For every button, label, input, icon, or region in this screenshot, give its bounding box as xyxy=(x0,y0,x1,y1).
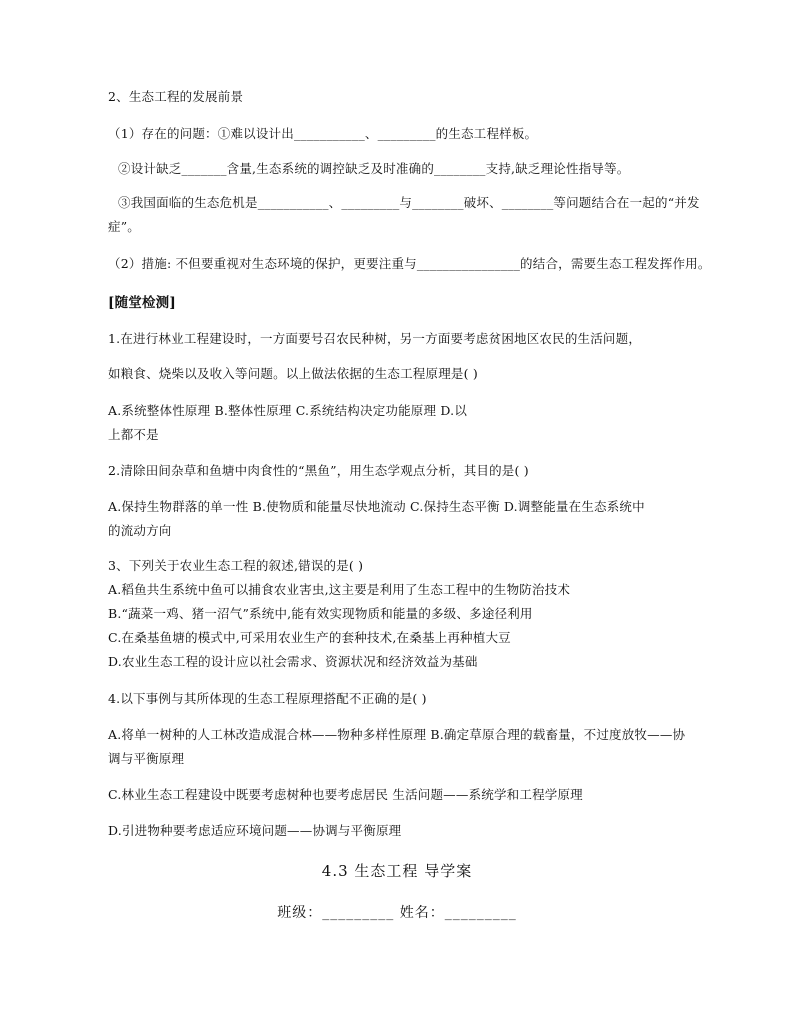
quiz-q4-options-line2: 调与平衡原理 xyxy=(108,751,185,766)
quiz-q3-option-d: D.农业生态工程的设计应以社会需求、资源状况和经济效益为基础 xyxy=(108,654,478,669)
quiz-q4-options-line1: A.将单一树种的人工林改造成混合林——物种多样性原理 B.确定草原合理的载畜量，不过度放牧——协 xyxy=(108,727,686,742)
quiz-q4-option-c: C.林业生态工程建设中既要考虑树种也要考虑居民 生活问题——系统学和工程学原理 xyxy=(108,787,583,802)
question-1c-line2: 症”。 xyxy=(108,219,140,234)
quiz-q1-options-line1: A.系统整体性原理 B.整体性原理 C.系统结构决定功能原理 D.以 xyxy=(108,403,468,418)
quiz-q4-stem: 4.以下事例与其所体现的生态工程原理搭配不正确的是( ) xyxy=(108,691,427,706)
document-title: 4.3 生态工程 导学案 xyxy=(321,862,473,880)
class-name-fields: 班级：_________ 姓名：_________ xyxy=(277,905,517,921)
quiz-q3-stem: 3、下列关于农业生态工程的叙述,错误的是( ) xyxy=(108,558,364,573)
question-1c-line1: ③我国面临的生态危机是___________、_________与________破坏、________等问题结合在一起的“并发 xyxy=(118,195,700,210)
question-2: （2）措施: 不但要重视对生态环境的保护，更要注重与________________的结合，需要生态工程发挥作用。 xyxy=(108,256,711,271)
quiz-q2-options-line1: A.保持生物群落的单一性 B.使物质和能量尽快地流动 C.保持生态平衡 D.调整能量在生态系统中 xyxy=(108,499,645,514)
quiz-q1-options-line2: 上都不是 xyxy=(108,427,159,442)
quiz-q4-option-d: D.引进物种要考虑适应环境问题——协调与平衡原理 xyxy=(108,823,402,838)
quiz-q2-options-line2: 的流动方向 xyxy=(108,523,172,538)
question-1: （1）存在的问题：①难以设计出___________、_________的生态工程样板。 xyxy=(108,126,538,141)
quiz-q1-stem-line1: 1.在进行林业工程建设时，一方面要号召农民种树，另一方面要考虑贫困地区农民的生活问题， xyxy=(108,331,642,346)
quiz-q1-stem-line2: 如粮食、烧柴以及收入等问题。以上做法依据的生态工程原理是( ) xyxy=(108,366,478,381)
quiz-q3-option-c: C.在桑基鱼塘的模式中,可采用农业生产的套种技术,在桑基上再种植大豆 xyxy=(108,630,511,645)
quiz-q3-option-b: B.“蔬菜一鸡、猪一沼气”系统中,能有效实现物质和能量的多级、多途径利用 xyxy=(108,606,533,621)
section2-heading: 2、生态工程的发展前景 xyxy=(108,89,244,104)
quiz-q2-stem: 2.清除田间杂草和鱼塘中肉食性的“黑鱼”，用生态学观点分析，其目的是( ) xyxy=(108,463,529,478)
quiz-heading: [随堂检测] xyxy=(108,295,176,311)
question-1b: ②设计缺乏_______含量,生态系统的调控缺乏及时准确的________支持,缺乏理论性指导等。 xyxy=(118,161,630,176)
quiz-q3-option-a: A.稻鱼共生系统中鱼可以捕食农业害虫,这主要是利用了生态工程中的生物防治技术 xyxy=(108,582,571,597)
